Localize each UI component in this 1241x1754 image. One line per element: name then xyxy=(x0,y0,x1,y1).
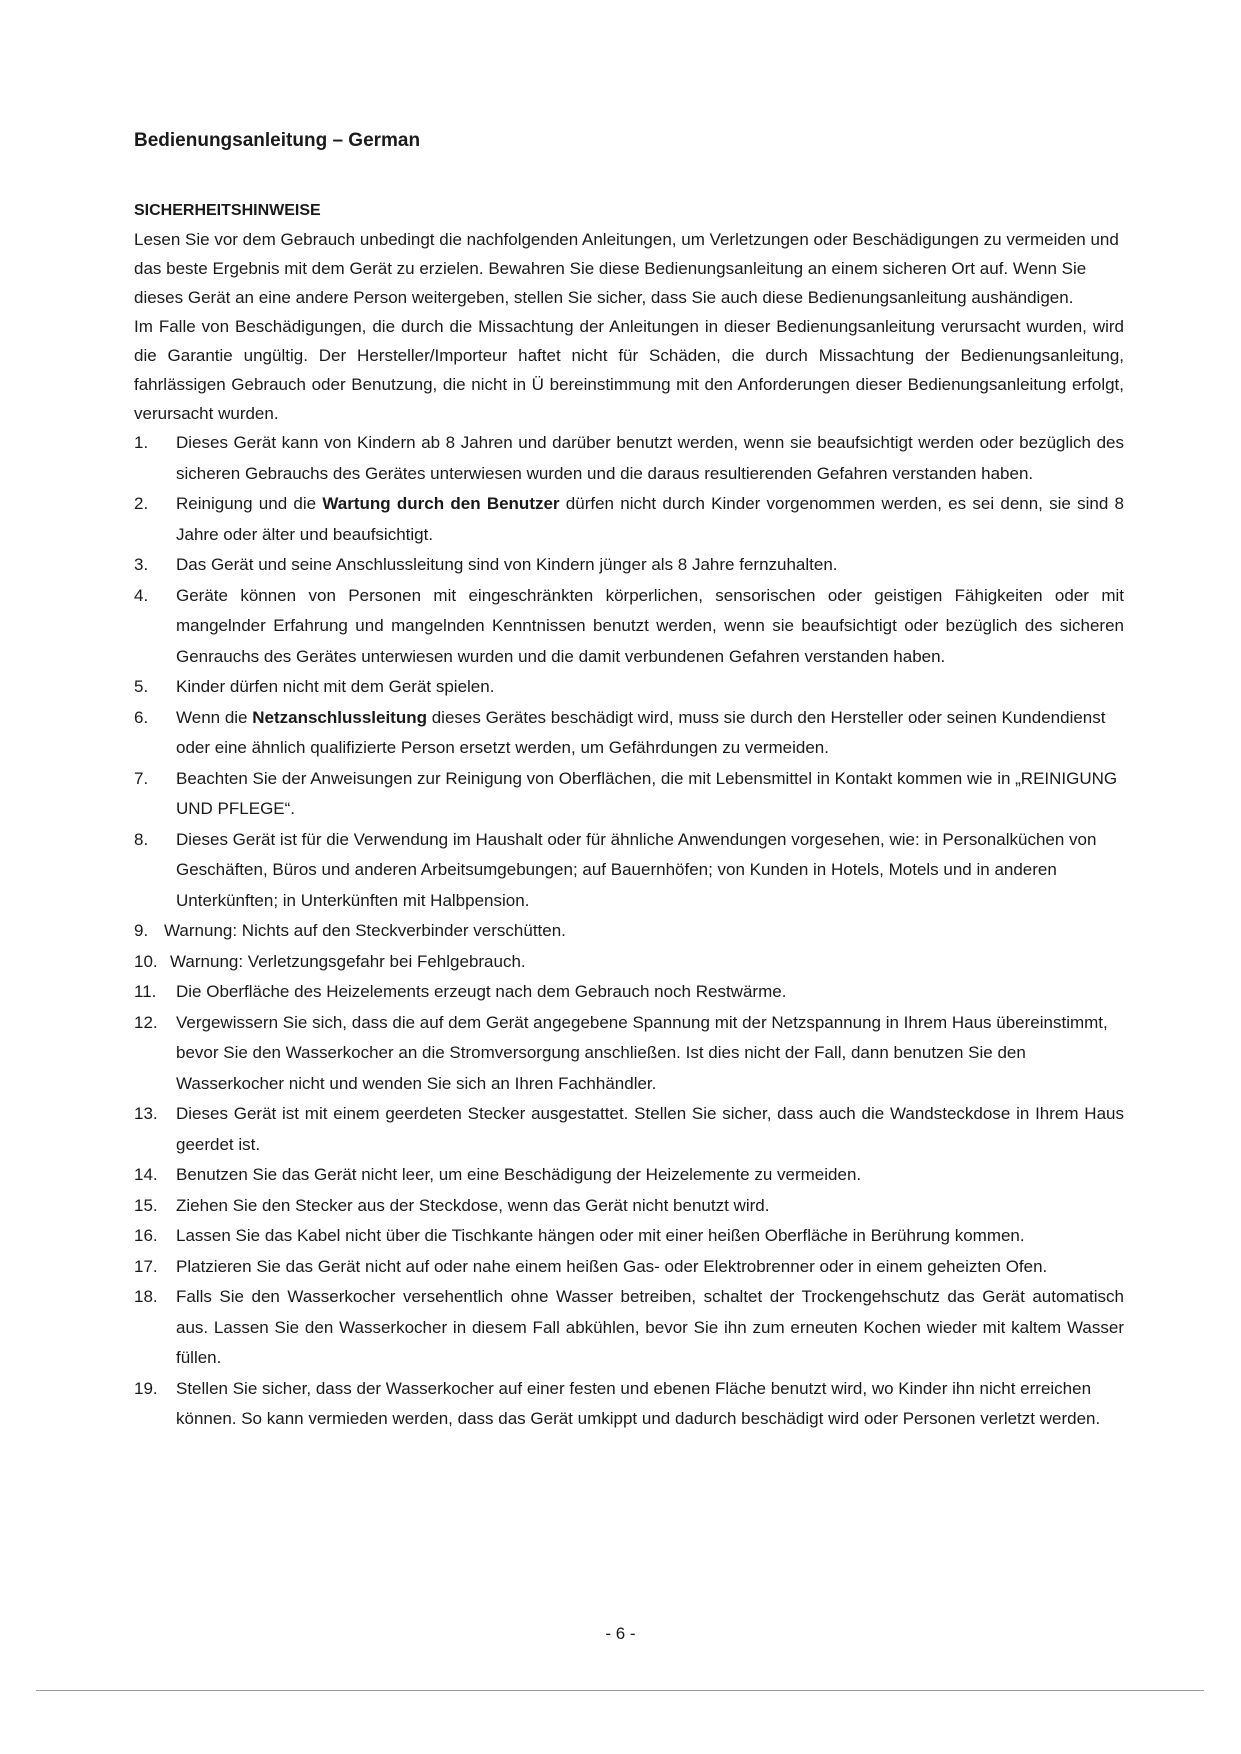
list-item-text: Geräte können von Personen mit eingeschränkten körperlichen, sensorischen oder geistigen Fähigkeiten oder mit mangelnder Erfahrung und mangelnden Kenntnissen benutzt werden, wenn sie beaufsichtigt oder bezüglich des sicheren Genrauchs des Gerätes unterwiesen wurden und die damit verbundenen Gefahren verstanden haben. xyxy=(176,585,1124,666)
list-item-text: Die Oberfläche des Heizelements erzeugt nach dem Gebrauch noch Restwärme. xyxy=(176,982,787,1001)
list-item-number: 2. xyxy=(134,494,149,513)
list-item xyxy=(134,1221,1124,1252)
list-item-text-bold: Netzanschlussleitung xyxy=(252,707,427,727)
list-item-number: 6. xyxy=(134,707,149,727)
list-item xyxy=(134,428,1124,489)
list-item-number: 12. xyxy=(134,1012,158,1032)
list-item-number: 16. xyxy=(134,1226,158,1245)
list-item xyxy=(134,1282,1124,1374)
intro-paragraph-1: Lesen Sie vor dem Gebrauch unbedingt die nachfolgenden Anleitungen, um Verletzungen oder Beschädigungen zu vermeiden und das beste Ergebnis mit dem Gerät zu erzielen. Bewahren Sie diese Bedienungsanleitung an einem sicheren Ort auf. Wenn Sie dieses Gerät an eine andere Person weitergeben, stellen Sie sicher, dass Sie auch diese Bedienungsanleitung aushändigen. xyxy=(134,230,1119,307)
list-item xyxy=(134,977,1124,1008)
list-item-text: Vergewissern Sie sich, dass die auf dem Gerät angegebene Spannung mit der Netzspannung in Ihrem Haus übereinstimmt, bevor Sie den Wasserkocher an die Stromversorgung anschließen. Ist dies nicht der Fall, dann benutzen Sie den Wasserkocher nicht und wenden Sie sich an Ihren Fachhändler. xyxy=(176,1012,1108,1093)
list-item-number: 19. xyxy=(134,1378,158,1398)
list-item-number: 7. xyxy=(134,768,149,788)
list-item-text-pre: Reinigung und die xyxy=(176,494,323,513)
list-item-text: Benutzen Sie das Gerät nicht leer, um eine Beschädigung der Heizelemente zu vermeiden. xyxy=(176,1165,862,1184)
list-item-text: Ziehen Sie den Stecker aus der Steckdose, wenn das Gerät nicht benutzt wird. xyxy=(176,1195,770,1215)
list-item-text: Das Gerät und seine Anschlussleitung sind von Kindern jünger als 8 Jahre fernzuhalten. xyxy=(176,555,838,574)
list-item xyxy=(134,1252,1124,1283)
list-item xyxy=(134,825,1124,917)
list-item-text: Beachten Sie der Anweisungen zur Reinigung von Oberflächen, die mit Lebensmittel in Kontakt kommen wie in „REINIGUNG UND PFLEGE“. xyxy=(176,768,1118,818)
list-item-text: Stellen Sie sicher, dass der Wasserkocher auf einer festen und ebenen Fläche benutzt wird, wo Kinder ihn nicht erreichen können. So kann vermieden werden, dass das Gerät umkippt und dadurch beschädigt wird oder Personen verletzt werden. xyxy=(176,1378,1101,1428)
list-item-number: 9. xyxy=(134,921,149,940)
list-item-number: 1. xyxy=(134,433,149,452)
document-title: Bedienungsanleitung – German xyxy=(134,130,421,151)
list-item xyxy=(134,672,1124,703)
list-item-text: Dieses Gerät ist mit einem geerdeten Stecker ausgestattet. Stellen Sie sicher, dass auch die Wandsteckdose in Ihrem Haus geerdet ist. xyxy=(176,1104,1124,1154)
list-item xyxy=(134,1160,1124,1191)
safety-list xyxy=(134,428,1124,1435)
list-item-text: Warnung: Nichts auf den Steckverbinder verschütten. xyxy=(164,921,566,940)
page-number: - 6 - xyxy=(605,1624,636,1643)
list-item-text-post: dieses Gerätes beschädigt wird, muss sie durch den Hersteller oder seinen Kundendienst oder eine ähnlich qualifizierte Person ersetzt werden, um Gefährdungen zu vermeiden. xyxy=(176,707,1106,757)
list-item-text: Dieses Gerät ist für die Verwendung im Haushalt oder für ähnliche Anwendungen vorgesehen, wie: in Personalküchen von Geschäften, Büros und anderen Arbeitsumgebungen; auf Bauernhöfen; von Kunden in Hotels, Motels und in anderen Unterkünften; in Unterkünften mit Halbpension. xyxy=(176,829,1097,910)
list-item-text: Warnung: Verletzungsgefahr bei Fehlgebrauch. xyxy=(170,951,526,971)
list-item-text-post: dürfen nicht durch Kinder vorgenommen werden, es sei denn, sie sind 8 Jahre oder älter und beaufsichtigt. xyxy=(176,494,1125,544)
list-item-text xyxy=(176,489,1124,550)
intro-paragraph-2: Im Falle von Beschädigungen, die durch die Missachtung der Anleitungen in dieser Bedienungsanleitung verursacht wurden, wird die Garantie ungültig. Der Hersteller/Importeur haftet nicht für Schäden, die durch Missachtung der Bedienungsanleitung, fahrlässigen Gebrauch oder Benutzung, die nicht in Ü bereinstimmung mit den Anforderungen dieser Bedienungsanleitung erfolgt, verursacht wurden. xyxy=(134,317,1124,423)
section-heading: SICHERHEITSHINWEISE xyxy=(134,202,321,219)
document-page xyxy=(134,128,1124,1435)
list-item-number: 5. xyxy=(134,677,149,696)
list-item-number: 15. xyxy=(134,1195,158,1215)
list-item-text: Falls Sie den Wasserkocher versehentlich ohne Wasser betreiben, schaltet der Trockengehschutz das Gerät automatisch aus. Lassen Sie den Wasserkocher in diesem Fall abkühlen, bevor Sie ihn zum erneuten Kochen wieder mit kaltem Wasser füllen. xyxy=(176,1287,1124,1367)
list-item-number: 4. xyxy=(134,585,149,605)
list-item-number: 18. xyxy=(134,1287,158,1306)
list-item-number: 11. xyxy=(134,982,157,1001)
list-item-number: 8. xyxy=(134,829,149,849)
list-item-number: 14. xyxy=(134,1165,158,1184)
list-item-text: Lassen Sie das Kabel nicht über die Tischkante hängen oder mit einer heißen Oberfläche in Berührung kommen. xyxy=(176,1226,1025,1245)
list-item xyxy=(134,947,1124,978)
list-item xyxy=(134,1374,1124,1435)
list-item xyxy=(134,581,1124,673)
list-item-number: 17. xyxy=(134,1256,158,1276)
list-item-text-pre: Wenn die xyxy=(176,707,253,727)
list-item xyxy=(134,1099,1124,1160)
list-item-text-bold: Wartung durch den Benutzer xyxy=(322,494,560,513)
list-item xyxy=(134,550,1124,581)
list-item xyxy=(134,1191,1124,1222)
list-item xyxy=(134,489,1124,550)
list-item xyxy=(134,1008,1124,1100)
list-item-number: 10. xyxy=(134,951,158,971)
list-item-number: 3. xyxy=(134,555,149,574)
list-item xyxy=(134,764,1124,825)
list-item-text: Kinder dürfen nicht mit dem Gerät spielen. xyxy=(176,677,495,696)
list-item xyxy=(134,703,1124,764)
list-item-text: Dieses Gerät kann von Kindern ab 8 Jahren und darüber benutzt werden, wenn sie beaufsichtigt werden oder bezüglich des sicheren Gebrauchs des Gerätes unterwiesen wurden und die daraus resultierenden Gefahren verstanden haben. xyxy=(176,433,1124,483)
list-item-text xyxy=(176,703,1124,764)
list-item xyxy=(134,916,1124,947)
footer-divider xyxy=(36,1690,1204,1691)
list-item-number: 13. xyxy=(134,1104,158,1123)
list-item-text: Platzieren Sie das Gerät nicht auf oder nahe einem heißen Gas- oder Elektrobrenner oder in einem geheizten Ofen. xyxy=(176,1256,1048,1276)
